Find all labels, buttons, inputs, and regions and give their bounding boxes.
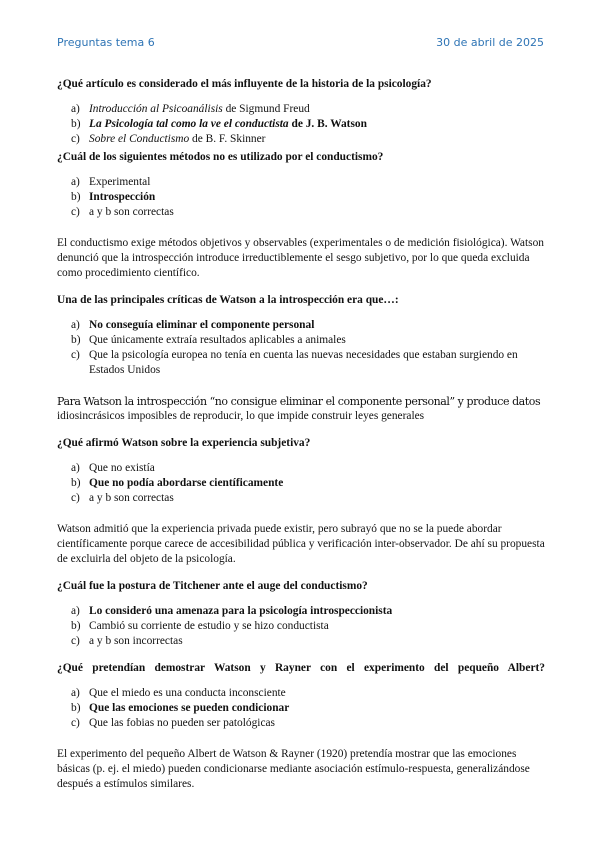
option-b-correct: b) Que las emociones se pueden condicionar xyxy=(71,702,290,714)
question-3-options xyxy=(57,318,545,378)
option-title: Sobre el Conductismo xyxy=(89,133,190,145)
option-a: a) Introducción al Psicoanálisis de Sigmund Freud xyxy=(71,103,310,115)
question-2: ¿Cuál de los siguientes métodos no es utilizado por el conductismo? xyxy=(57,151,384,163)
option-b: b) Cambió su corriente de estudio y se hizo conductista xyxy=(71,620,329,632)
explanation-6: El experimento del pequeño Albert de Watson & Rayner (1920) pretendía mostrar que las emociones básicas (p. ej. el miedo) pueden condicionarse mediante asociación estímulo-respuesta, generalizándose después a estímulos similares. xyxy=(57,748,530,790)
option-a: a) Experimental xyxy=(71,176,151,188)
explanation-2: El conductismo exige métodos objetivos y observables (experimentales o de medición fisiológica). Watson denunció que la introspección introduce irreductiblemente el sesgo subjetivo, por lo que queda excluida como procedimiento científico. xyxy=(57,237,544,279)
question-4-options xyxy=(57,461,545,506)
option-b-correct: b) Introspección xyxy=(71,191,156,203)
option-a-correct: a) No conseguía eliminar el componente personal xyxy=(71,319,315,331)
option-c: c) Que la psicología europea no tenía en cuenta las nuevas necesidades que estaban surgiendo en Estados Unidos xyxy=(71,349,518,376)
option-title: Introducción al Psicoanálisis xyxy=(89,103,223,115)
option-c: c) a y b son correctas xyxy=(71,492,174,504)
document-body xyxy=(57,77,545,795)
question-6: ¿Qué pretendían demostrar Watson y Rayner con el experimento del pequeño Albert? xyxy=(57,662,545,674)
option-b: b) Que únicamente extraía resultados aplicables a animales xyxy=(71,334,346,346)
header-date: 30 de abril de 2025 xyxy=(436,36,544,49)
option-title: La Psicología tal como la ve el conductista xyxy=(89,118,289,130)
option-b-correct: b) Que no podía abordarse científicamente xyxy=(71,477,284,489)
option-c: c) Sobre el Conductismo de B. F. Skinner xyxy=(71,133,266,145)
explanation-3-line-1: Para Watson la introspección “no consigue eliminar el componente personal” y produce datos xyxy=(57,395,541,408)
question-2-options xyxy=(57,175,545,220)
header-title: Preguntas tema 6 xyxy=(57,36,155,49)
option-c: c) Que las fobias no pueden ser patológicas xyxy=(71,717,275,729)
page-header xyxy=(57,35,544,50)
question-1: ¿Qué artículo es considerado el más influyente de la historia de la psicología? xyxy=(57,78,432,90)
option-b-correct: b) La Psicología tal como la ve el conductista de J. B. Watson xyxy=(71,118,367,130)
question-4: ¿Qué afirmó Watson sobre la experiencia subjetiva? xyxy=(57,437,311,449)
question-1-options xyxy=(57,102,545,147)
explanation-4: Watson admitió que la experiencia privada puede existir, pero subrayó que no se la puede abordar científicamente porque carece de accesibilidad pública y verificación inter-observador. De ahí su propuesta de excluirla del objeto de la psicología. xyxy=(57,523,545,565)
question-6-options xyxy=(57,686,545,731)
option-a: a) Que no existía xyxy=(71,462,155,474)
option-a-correct: a) Lo consideró una amenaza para la psicología introspeccionista xyxy=(71,605,393,617)
question-5: ¿Cuál fue la postura de Titchener ante el auge del conductismo? xyxy=(57,580,368,592)
question-5-options xyxy=(57,604,545,649)
option-c: c) a y b son correctas xyxy=(71,206,174,218)
explanation-3-line-2: idiosincrásicos imposibles de reproducir, lo que impide construir leyes generales xyxy=(57,410,425,422)
option-a: a) Que el miedo es una conducta inconsciente xyxy=(71,687,286,699)
question-3: Una de las principales críticas de Watson a la introspección era que…: xyxy=(57,294,399,306)
option-c: c) a y b son incorrectas xyxy=(71,635,183,647)
